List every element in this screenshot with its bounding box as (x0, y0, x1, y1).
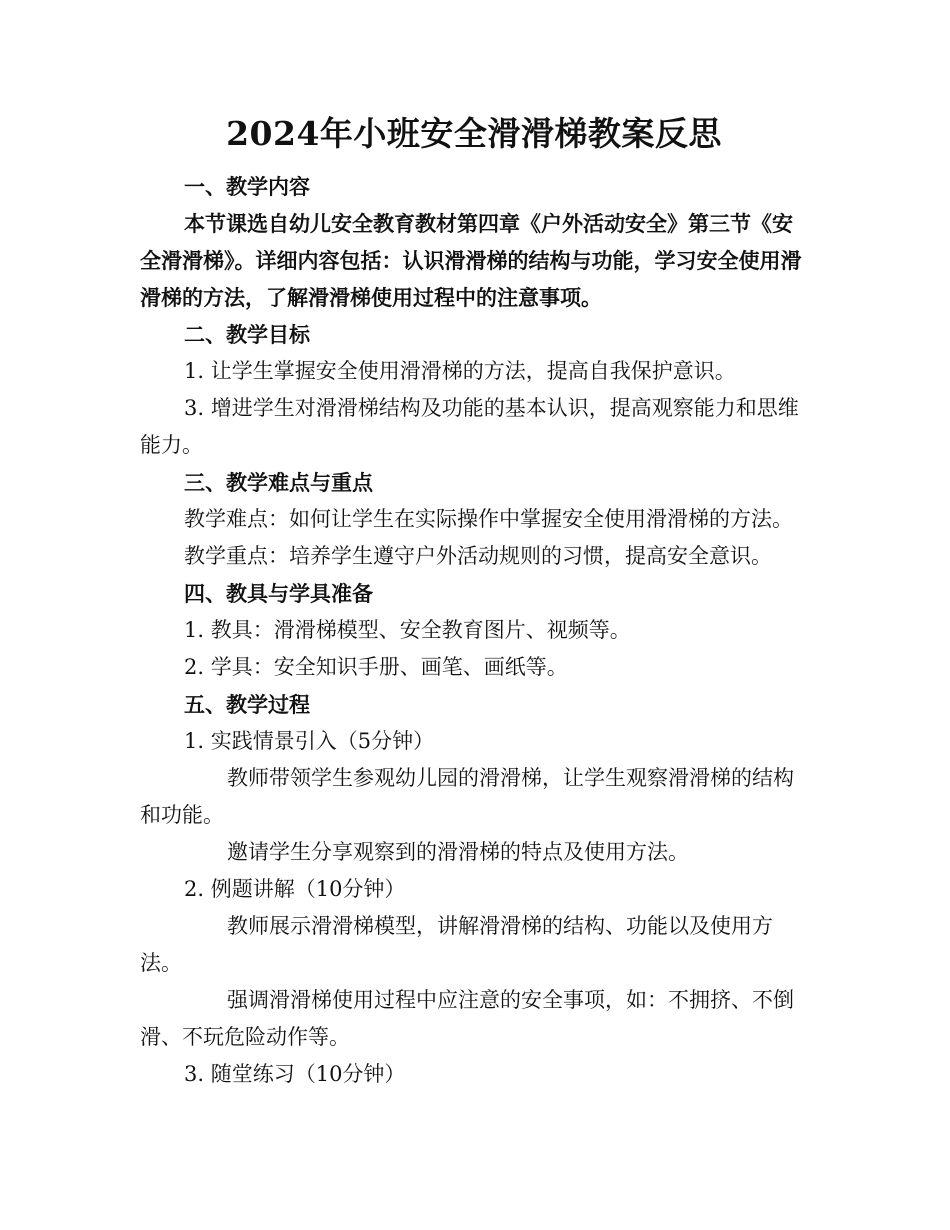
process-step-2-detail-b: 强调滑滑梯使用过程中应注意的安全事项，如：不拥挤、不倒滑、不玩危险动作等。 (140, 988, 794, 1049)
section-heading-content: 一、教学内容 (184, 174, 310, 199)
difficulty-text: 教学难点：如何让学生在实际操作中掌握安全使用滑滑梯的方法。 (184, 507, 793, 531)
process-step-1-detail-b: 邀请学生分享观察到的滑滑梯的特点及使用方法。 (227, 840, 689, 864)
content-paragraph: 本节课选自幼儿安全教育教材第四章《户外活动安全》第三节《安全滑滑梯》。详细内容包括：认识滑滑梯的结构与功能，学习安全使用滑滑梯的方法，了解滑滑梯使用过程中的注意事项。 (140, 211, 802, 310)
goal-item-3: 3. 增进学生对滑滑梯结构及功能的基本认识，提高观察能力和思维能力。 (140, 396, 799, 457)
goal-item-1: 1. 让学生掌握安全使用滑滑梯的方法，提高自我保护意识。 (184, 359, 736, 383)
section-heading-goals: 二、教学目标 (184, 322, 310, 347)
process-step-3: 3. 随堂练习（10分钟） (184, 1062, 406, 1086)
document-title: 2024年小班安全滑滑梯教案反思 (226, 114, 722, 153)
tool-item-2: 2. 学具：安全知识手册、画笔、画纸等。 (184, 655, 568, 679)
process-step-1: 1. 实践情景引入（5分钟） (184, 729, 435, 753)
section-heading-tools: 四、教具与学具准备 (184, 581, 373, 606)
focus-text: 教学重点：培养学生遵守户外活动规则的习惯，提高安全意识。 (184, 544, 772, 568)
section-heading-difficulty: 三、教学难点与重点 (184, 470, 373, 495)
process-step-2-detail-a: 教师展示滑滑梯模型，讲解滑滑梯的结构、功能以及使用方法。 (140, 914, 773, 975)
process-step-2: 2. 例题讲解（10分钟） (184, 877, 406, 901)
document-page (140, 104, 808, 1093)
tool-item-1: 1. 教具：滑滑梯模型、安全教育图片、视频等。 (184, 618, 631, 642)
section-heading-process: 五、教学过程 (184, 692, 310, 717)
process-step-1-detail-a: 教师带领学生参观幼儿园的滑滑梯，让学生观察滑滑梯的结构和功能。 (140, 766, 794, 827)
